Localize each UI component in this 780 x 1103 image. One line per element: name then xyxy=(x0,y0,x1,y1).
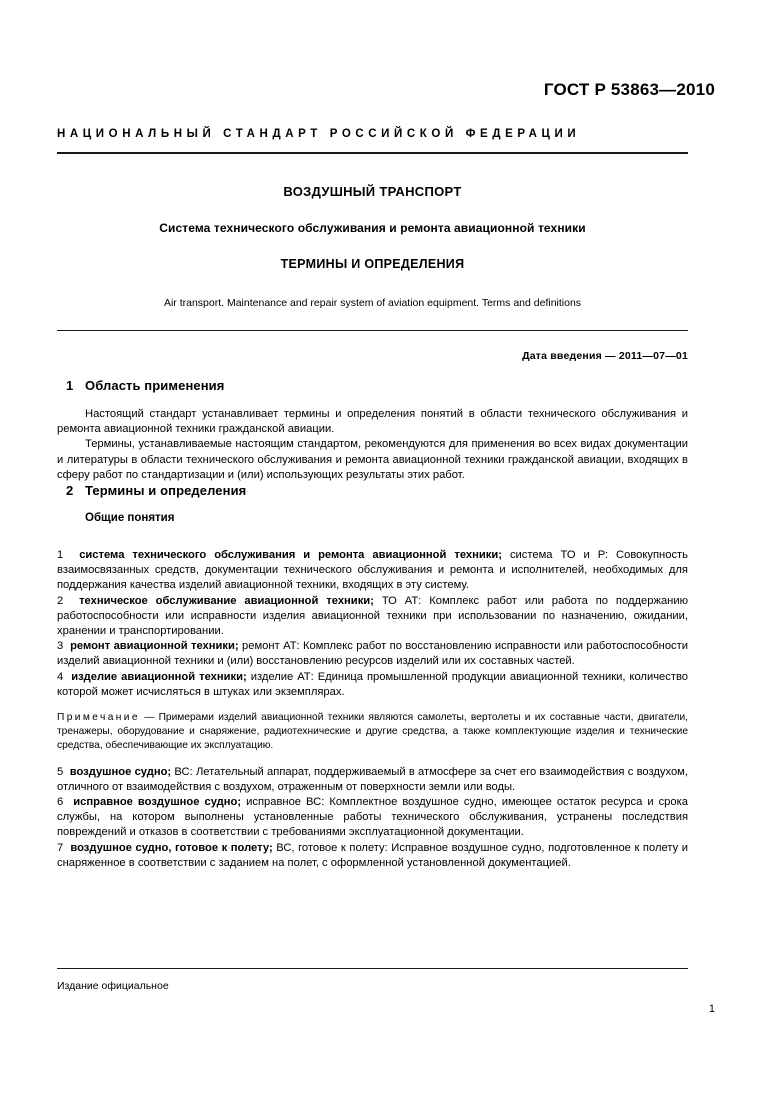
section-number-scope: 1 xyxy=(66,378,74,393)
term-name: исправное воздушное судно; xyxy=(73,796,242,809)
term-definition: ТО АТ: Комплекс работ или работа по поддержанию работоспособности или исправности изделия авиационной техники при использовании по назначению, ожидании, хранении и транспортировании. xyxy=(57,594,688,638)
introduction-date: Дата введения — 2011—07—01 xyxy=(522,350,688,362)
term-definition: система ТО и Р: Совокупность взаимосвязанных средств, документации технического обслуживания и ремонта и исполнителей, необходимых для поддержания качества изделий авиационной техники, входящих в эту систему. xyxy=(57,549,688,592)
page-number: 1 xyxy=(708,1003,715,1015)
note-text: — Примерами изделий авиационной техники являются самолеты, вертолеты и их составные части, двигатели, тренажеры, оборудование и снаряжение, радиотехнические и другие средства, а также комплектующие изделия и технические средства, обеспечивающие их эксплуатацию. xyxy=(57,712,688,752)
term-definition: изделие АТ: Единица промышленной продукции авиационной техники, количество которой может исчисляться в штуках или экземплярах. xyxy=(57,670,688,698)
header-divider-rule xyxy=(57,152,688,154)
page-title-english: Air transport. Maintenance and repair system of aviation equipment. Terms and definitions xyxy=(163,297,582,309)
term-number: 7 xyxy=(57,841,64,854)
term-definition: ВС, готовое к полету: Исправное воздушное судно, подготовленное к полету и снаряженное в соответствии с заданием на полет, с оформленной установленной документацией. xyxy=(57,841,688,869)
note-label: Примечание xyxy=(57,712,140,724)
note-block xyxy=(57,711,688,754)
term-definition: ВС: Летательный аппарат, поддерживаемый в атмосфере за счет его взаимодействия с воздухом, отличного от взаимодействия с воздухом, отраженным от поверхности земли или воды. xyxy=(57,765,688,793)
term-definition: исправное ВС: Комплектное воздушное судно, имеющее остаток ресурса и срока службы, на котором выполнены установленные работы технического обслуживания, устранены последствия повреждений и отказов в соответствии с требованиями эксплуатационной документации. xyxy=(57,796,688,839)
term-name: воздушное судно; xyxy=(69,765,172,778)
term-number: 3 xyxy=(57,640,64,653)
term-entry xyxy=(57,670,688,700)
title-divider-rule xyxy=(57,330,688,331)
term-entry xyxy=(57,639,688,669)
term-name: ремонт авиационной техники; xyxy=(70,640,239,653)
section-title-scope: Область применения xyxy=(85,378,225,393)
term-entry xyxy=(57,548,688,594)
section-number-terms: 2 xyxy=(66,483,74,499)
section-heading-terms xyxy=(57,483,688,498)
page-subtitle: Система технического обслуживания и ремонта авиационной техники xyxy=(159,221,586,235)
section-heading-scope xyxy=(57,378,688,393)
term-entry xyxy=(57,795,688,841)
term-number: 6 xyxy=(57,796,64,809)
spacer xyxy=(57,538,688,548)
term-definition: ремонт АТ: Комплекс работ по восстановлению исправности или работоспособности изделий авиационной техники и (или) восстановлению ресурсов изделий или их составных частей. xyxy=(57,640,689,668)
term-number: 5 xyxy=(57,765,64,778)
official-edition-note: Издание официальное xyxy=(57,980,169,992)
section-title-terms: Термины и определения xyxy=(85,483,247,499)
scope-paragraph-2: Термины, устанавливаемые настоящим стандартом, рекомендуются для применения во всех видах документации и литературы в области технического обслуживания и ремонта авиационной техники гражданской авиации, входящих в сферу работ по стандартизации и (или) использующих результаты этих работ. xyxy=(57,438,688,481)
term-entry xyxy=(57,765,688,795)
term-entry xyxy=(57,841,688,871)
document-content xyxy=(57,378,688,871)
scope-paragraph-1: Настоящий стандарт устанавливает термины и определения понятий в области технического обслуживания и ремонта авиационной техники гражданской авиации. xyxy=(57,408,688,436)
national-standard-banner: НАЦИОНАЛЬНЫЙ СТАНДАРТ РОССИЙСКОЙ ФЕДЕРАЦИИ xyxy=(57,128,581,140)
title-block xyxy=(57,184,688,309)
subheading-general-concepts: Общие понятия xyxy=(85,512,175,525)
term-number: 2 xyxy=(57,594,64,607)
term-number: 1 xyxy=(57,549,64,562)
term-name: воздушное судно, готовое к полету; xyxy=(70,841,273,854)
document-number: ГОСТ Р 53863—2010 xyxy=(543,80,715,99)
term-name: система технического обслуживания и ремонта авиационной техники; xyxy=(79,549,502,562)
page-title: ВОЗДУШНЫЙ ТРАНСПОРТ xyxy=(283,184,462,199)
term-entry xyxy=(57,594,688,640)
term-number: 4 xyxy=(57,670,64,683)
term-name: техническое обслуживание авиационной техники; xyxy=(79,594,374,607)
footer-divider-rule xyxy=(57,968,688,969)
term-name: изделие авиационной техники; xyxy=(71,670,247,683)
page-title-terms: ТЕРМИНЫ И ОПРЕДЕЛЕНИЯ xyxy=(280,257,465,271)
